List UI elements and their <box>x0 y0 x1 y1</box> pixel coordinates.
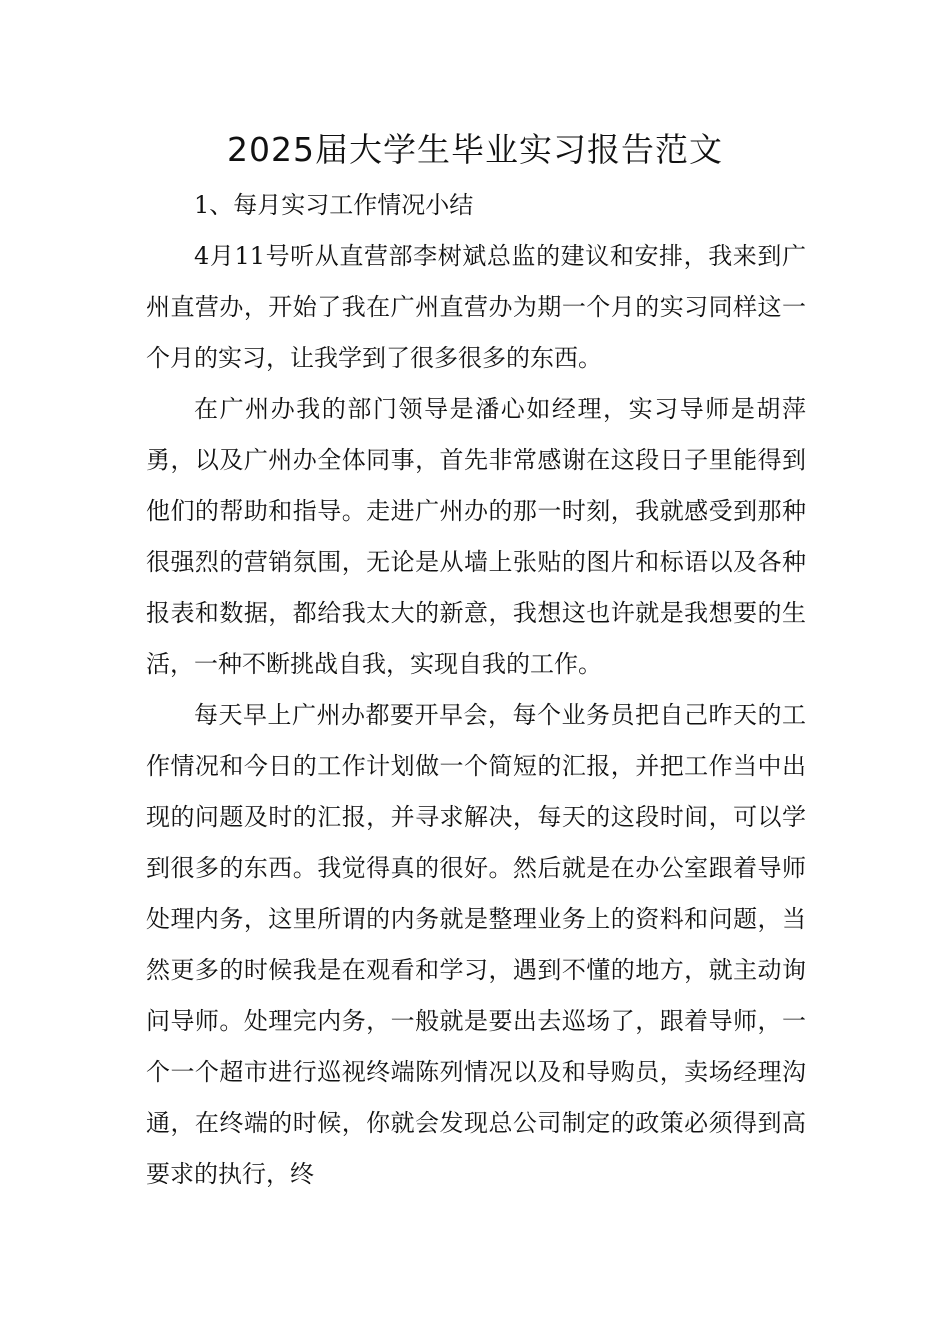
paragraph-3: 每天早上广州办都要开早会，每个业务员把自己昨天的工作情况和今日的工作计划做一个简短的汇报，并把工作当中出现的问题及时的汇报，并寻求解决，每天的这段时间，可以学到很多的东西。我觉得真的很好。然后就是在办公室跟着导师处理内务，这里所谓的内务就是整理业务上的资料和问题，当然更多的时候我是在观看和学习，遇到不懂的地方，就主动询问导师。处理完内务，一般就是要出去巡场了，跟着导师，一个一个超市进行巡视终端陈列情况以及和导购员，卖场经理沟通，在终端的时候，你就会发现总公司制定的政策必须得到高要求的执行，终 <box>146 701 806 1188</box>
section-heading: 1、每月实习工作情况小结 <box>194 191 474 219</box>
paragraph-1: 4月11号听从直营部李树斌总监的建议和安排，我来到广州直营办，开始了我在广州直营办为期一个月的实习同样这一个月的实习，让我学到了很多很多的东西。 <box>146 242 806 372</box>
paragraph-2: 在广州办我的部门领导是潘心如经理，实习导师是胡萍勇，以及广州办全体同事，首先非常感谢在这段日子里能得到他们的帮助和指导。走进广州办的那一时刻，我就感受到那种很强烈的营销氛围，无论是从墙上张贴的图片和标语以及各种报表和数据，都给我太大的新意，我想这也许就是我想要的生活，一种不断挑战自我，实现自我的工作。 <box>146 395 806 678</box>
document-title: 2025届大学生毕业实习报告范文 <box>227 130 723 169</box>
document-body <box>146 180 806 1200</box>
